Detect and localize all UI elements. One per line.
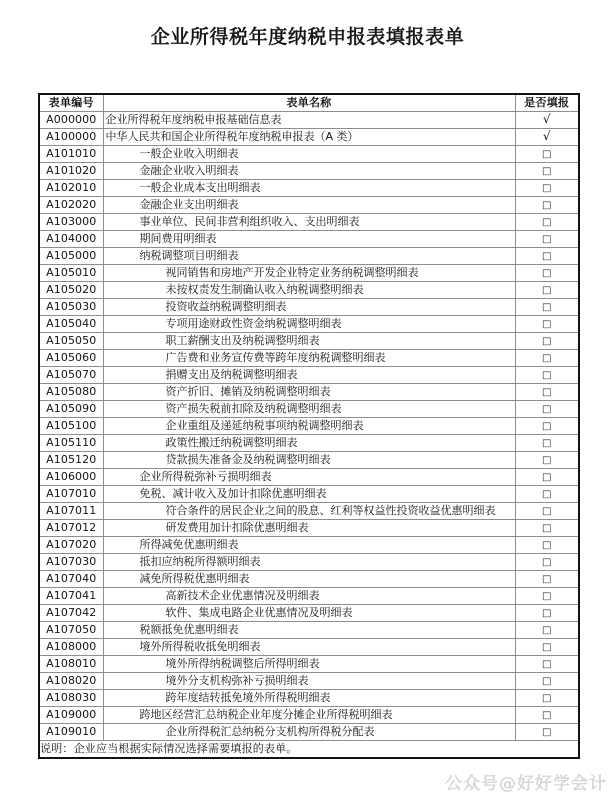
report-checkbox-cell[interactable]	[515, 129, 579, 146]
page-title: 企业所得税年度纳税申报表填报表单	[150, 26, 465, 48]
report-checkbox-cell[interactable]	[515, 384, 579, 401]
form-name-cell	[103, 707, 515, 724]
table-row[interactable]	[39, 265, 579, 282]
form-code: A105070	[39, 367, 103, 384]
report-checkbox-cell[interactable]	[515, 486, 579, 503]
watermark: 公众号@好好学会计	[445, 774, 607, 794]
form-code: A107011	[39, 503, 103, 520]
table-row[interactable]	[39, 146, 579, 163]
form-code: A105060	[39, 350, 103, 367]
report-checkbox-cell[interactable]	[515, 231, 579, 248]
table-header	[39, 94, 579, 112]
empty-checkbox-icon[interactable]: □	[542, 251, 552, 262]
table-row[interactable]	[39, 469, 579, 486]
empty-checkbox-icon[interactable]: □	[542, 285, 552, 296]
table-row[interactable]	[39, 690, 579, 707]
table-row[interactable]	[39, 197, 579, 214]
report-checkbox-cell[interactable]	[515, 197, 579, 214]
form-code: A105110	[39, 435, 103, 452]
report-checkbox-cell[interactable]	[515, 503, 579, 520]
empty-checkbox-icon[interactable]: □	[542, 523, 552, 534]
form-name-cell	[103, 384, 515, 401]
form-name-cell	[103, 282, 515, 299]
form-name: 未按权责发生制确认收入纳税调整明细表	[165, 283, 364, 296]
form-name: 企业所得税汇总纳税分支机构所得税分配表	[165, 725, 375, 738]
empty-checkbox-icon[interactable]: □	[542, 727, 552, 738]
form-code: A105010	[39, 265, 103, 282]
form-name-cell	[103, 248, 515, 265]
form-name: 贷款损失准备金及纳税调整明细表	[165, 453, 331, 466]
empty-checkbox-icon[interactable]: □	[542, 404, 552, 415]
form-name-cell	[103, 690, 515, 707]
table-row[interactable]	[39, 350, 579, 367]
form-name: 跨地区经营汇总纳税企业年度分摊企业所得税明细表	[139, 708, 393, 721]
form-name: 一般企业成本支出明细表	[139, 181, 261, 194]
form-name-cell	[103, 146, 515, 163]
form-name: 职工薪酬支出及纳税调整明细表	[165, 334, 320, 347]
form-code: A105080	[39, 384, 103, 401]
form-name: 资产损失税前扣除及纳税调整明细表	[165, 402, 342, 415]
form-code: A105050	[39, 333, 103, 350]
table-row[interactable]	[39, 129, 579, 146]
empty-checkbox-icon[interactable]: □	[542, 387, 552, 398]
form-code: A107020	[39, 537, 103, 554]
report-checkbox-cell[interactable]	[515, 588, 579, 605]
empty-checkbox-icon[interactable]: □	[542, 676, 552, 687]
form-code: A107012	[39, 520, 103, 537]
table-row[interactable]	[39, 333, 579, 350]
form-name-cell	[103, 571, 515, 588]
form-name-cell	[103, 622, 515, 639]
report-checkbox-cell[interactable]	[515, 639, 579, 656]
form-code: A102020	[39, 197, 103, 214]
form-name: 所得减免优惠明细表	[139, 538, 239, 551]
table-row[interactable]	[39, 486, 579, 503]
form-code: A105020	[39, 282, 103, 299]
report-checkbox-cell[interactable]	[515, 299, 579, 316]
form-code: A107041	[39, 588, 103, 605]
form-code: A000000	[39, 112, 103, 129]
check-icon[interactable]: √	[542, 129, 551, 143]
form-name-cell	[103, 724, 515, 741]
form-name: 投资收益纳税调整明细表	[165, 300, 287, 313]
form-code: A105030	[39, 299, 103, 316]
form-name-cell	[103, 452, 515, 469]
form-name-cell	[103, 503, 515, 520]
form-name-cell	[103, 469, 515, 486]
form-code: A106000	[39, 469, 103, 486]
report-checkbox-cell[interactable]	[515, 180, 579, 197]
table-row[interactable]	[39, 163, 579, 180]
form-code: A101020	[39, 163, 103, 180]
form-name: 事业单位、民间非营利组织收入、支出明细表	[139, 215, 360, 228]
form-name: 境外所得纳税调整后所得明细表	[165, 657, 320, 670]
form-name: 跨年度结转抵免境外所得税明细表	[165, 691, 331, 704]
report-checkbox-cell[interactable]	[515, 656, 579, 673]
form-name-cell	[103, 214, 515, 231]
empty-checkbox-icon[interactable]: □	[542, 489, 552, 500]
table-row[interactable]	[39, 112, 579, 129]
form-name-cell	[103, 656, 515, 673]
form-name-cell	[103, 605, 515, 622]
form-name-cell	[103, 673, 515, 690]
form-code: A103000	[39, 214, 103, 231]
form-name-cell	[103, 197, 515, 214]
table-row[interactable]	[39, 588, 579, 605]
form-name: 中华人民共和国企业所得税年度纳税申报表（A 类）	[105, 130, 359, 143]
report-checkbox-cell[interactable]	[515, 316, 579, 333]
form-name: 视同销售和房地产开发企业特定业务纳税调整明细表	[165, 266, 419, 279]
report-checkbox-cell[interactable]	[515, 605, 579, 622]
form-name: 企业重组及递延纳税事项纳税调整明细表	[165, 419, 364, 432]
table-row[interactable]	[39, 299, 579, 316]
form-code: A105040	[39, 316, 103, 333]
table-row[interactable]	[39, 622, 579, 639]
form-name-cell	[103, 112, 515, 129]
empty-checkbox-icon[interactable]: □	[542, 149, 552, 160]
report-checkbox-cell[interactable]	[515, 146, 579, 163]
form-name: 免税、减计收入及加计扣除优惠明细表	[139, 487, 327, 500]
report-checkbox-cell[interactable]	[515, 350, 579, 367]
form-name: 符合条件的居民企业之间的股息、红利等权益性投资收益优惠明细表	[165, 504, 496, 517]
form-name: 减免所得税优惠明细表	[139, 572, 250, 585]
form-name: 金融企业收入明细表	[139, 164, 239, 177]
form-code: A108020	[39, 673, 103, 690]
form-name-cell	[103, 333, 515, 350]
report-checkbox-cell[interactable]	[515, 707, 579, 724]
table-row[interactable]	[39, 707, 579, 724]
table-footer	[39, 741, 579, 759]
form-name-cell	[103, 588, 515, 605]
empty-checkbox-icon[interactable]: □	[542, 625, 552, 636]
table-row[interactable]	[39, 639, 579, 656]
table-row[interactable]	[39, 435, 579, 452]
report-checkbox-cell[interactable]	[515, 401, 579, 418]
form-name-cell	[103, 520, 515, 537]
report-checkbox-cell[interactable]	[515, 367, 579, 384]
report-checkbox-cell[interactable]	[515, 537, 579, 554]
form-code: A108000	[39, 639, 103, 656]
table-body	[39, 112, 579, 741]
empty-checkbox-icon[interactable]: □	[542, 370, 552, 381]
form-list-table	[38, 93, 580, 759]
table-row[interactable]	[39, 520, 579, 537]
form-code: A100000	[39, 129, 103, 146]
form-name-cell	[103, 639, 515, 656]
column-header-code: 表单编号	[39, 94, 103, 112]
report-checkbox-cell[interactable]	[515, 520, 579, 537]
form-name: 一般企业收入明细表	[139, 147, 239, 160]
form-name-cell	[103, 299, 515, 316]
report-checkbox-cell[interactable]	[515, 214, 579, 231]
table-row[interactable]	[39, 656, 579, 673]
form-name-cell	[103, 231, 515, 248]
report-checkbox-cell[interactable]	[515, 333, 579, 350]
form-name-cell	[103, 129, 515, 146]
empty-checkbox-icon[interactable]: □	[542, 591, 552, 602]
form-name: 税额抵免优惠明细表	[139, 623, 239, 636]
report-checkbox-cell[interactable]	[515, 435, 579, 452]
empty-checkbox-icon[interactable]: □	[542, 574, 552, 585]
form-name: 高新技术企业优惠情况及明细表	[165, 589, 320, 602]
form-code: A105120	[39, 452, 103, 469]
report-checkbox-cell[interactable]	[515, 622, 579, 639]
form-code: A109010	[39, 724, 103, 741]
form-code: A104000	[39, 231, 103, 248]
report-checkbox-cell[interactable]	[515, 690, 579, 707]
form-code: A101010	[39, 146, 103, 163]
empty-checkbox-icon[interactable]: □	[542, 455, 552, 466]
form-name-cell	[103, 537, 515, 554]
form-name: 捐赠支出及纳税调整明细表	[165, 368, 298, 381]
empty-checkbox-icon[interactable]: □	[542, 557, 552, 568]
table-row[interactable]	[39, 673, 579, 690]
report-checkbox-cell[interactable]	[515, 452, 579, 469]
table-row[interactable]	[39, 724, 579, 741]
table-row[interactable]	[39, 248, 579, 265]
report-checkbox-cell[interactable]	[515, 571, 579, 588]
form-name-cell	[103, 554, 515, 571]
report-checkbox-cell[interactable]	[515, 673, 579, 690]
empty-checkbox-icon[interactable]: □	[542, 472, 552, 483]
note-row	[39, 741, 579, 759]
form-name: 抵扣应纳税所得额明细表	[139, 555, 261, 568]
check-icon[interactable]: √	[542, 112, 551, 126]
report-checkbox-cell[interactable]	[515, 469, 579, 486]
empty-checkbox-icon[interactable]: □	[542, 217, 552, 228]
table-row[interactable]	[39, 537, 579, 554]
report-checkbox-cell[interactable]	[515, 282, 579, 299]
form-name: 资产折旧、摊销及纳税调整明细表	[165, 385, 331, 398]
form-name: 研发费用加计扣除优惠明细表	[165, 521, 309, 534]
table-row[interactable]	[39, 554, 579, 571]
form-name-cell	[103, 316, 515, 333]
form-name: 软件、集成电路企业优惠情况及明细表	[165, 606, 353, 619]
empty-checkbox-icon[interactable]: □	[542, 200, 552, 211]
table-row[interactable]	[39, 401, 579, 418]
table-row[interactable]	[39, 503, 579, 520]
table-row[interactable]	[39, 316, 579, 333]
table-row[interactable]	[39, 282, 579, 299]
empty-checkbox-icon[interactable]: □	[542, 608, 552, 619]
footer-note: 说明：企业应当根据实际情况选择需要填报的表单。	[39, 741, 579, 759]
table-row[interactable]	[39, 384, 579, 401]
empty-checkbox-icon[interactable]: □	[542, 438, 552, 449]
empty-checkbox-icon[interactable]: □	[542, 302, 552, 313]
report-checkbox-cell[interactable]	[515, 554, 579, 571]
form-code: A105090	[39, 401, 103, 418]
form-code: A107040	[39, 571, 103, 588]
report-checkbox-cell[interactable]	[515, 265, 579, 282]
form-code: A108010	[39, 656, 103, 673]
form-name: 境外所得税收抵免明细表	[139, 640, 261, 653]
form-name-cell	[103, 265, 515, 282]
form-name: 专项用途财政性资金纳税调整明细表	[165, 317, 342, 330]
form-name: 广告费和业务宣传费等跨年度纳税调整明细表	[165, 351, 386, 364]
table-row[interactable]	[39, 367, 579, 384]
form-code: A105100	[39, 418, 103, 435]
empty-checkbox-icon[interactable]: □	[542, 506, 552, 517]
form-code: A109000	[39, 707, 103, 724]
form-code: A107050	[39, 622, 103, 639]
form-name: 金融企业支出明细表	[139, 198, 239, 211]
empty-checkbox-icon[interactable]: □	[542, 421, 552, 432]
form-name-cell	[103, 486, 515, 503]
table-row[interactable]	[39, 605, 579, 622]
empty-checkbox-icon[interactable]: □	[542, 166, 552, 177]
table-row[interactable]	[39, 231, 579, 248]
empty-checkbox-icon[interactable]: □	[542, 693, 552, 704]
form-name: 境外分支机构弥补亏损明细表	[165, 674, 309, 687]
table-header-row	[39, 94, 579, 112]
form-name: 企业所得税年度纳税申报基础信息表	[105, 113, 282, 126]
form-name: 企业所得税弥补亏损明细表	[139, 470, 272, 483]
table-row[interactable]	[39, 571, 579, 588]
column-header-name: 表单名称	[103, 94, 515, 112]
empty-checkbox-icon[interactable]: □	[542, 234, 552, 245]
form-name-cell	[103, 367, 515, 384]
empty-checkbox-icon[interactable]: □	[542, 336, 552, 347]
empty-checkbox-icon[interactable]: □	[542, 540, 552, 551]
empty-checkbox-icon[interactable]: □	[542, 183, 552, 194]
empty-checkbox-icon[interactable]: □	[542, 642, 552, 653]
form-name-cell	[103, 163, 515, 180]
report-checkbox-cell[interactable]	[515, 163, 579, 180]
form-name: 政策性搬迁纳税调整明细表	[165, 436, 298, 449]
form-code: A102010	[39, 180, 103, 197]
empty-checkbox-icon[interactable]: □	[542, 710, 552, 721]
form-name-cell	[103, 180, 515, 197]
report-checkbox-cell[interactable]	[515, 418, 579, 435]
form-name-cell	[103, 401, 515, 418]
table-row[interactable]	[39, 418, 579, 435]
table-row[interactable]	[39, 180, 579, 197]
report-checkbox-cell[interactable]	[515, 112, 579, 129]
report-checkbox-cell[interactable]	[515, 724, 579, 741]
empty-checkbox-icon[interactable]: □	[542, 353, 552, 364]
form-name: 期间费用明细表	[139, 232, 217, 245]
form-name-cell	[103, 435, 515, 452]
empty-checkbox-icon[interactable]: □	[542, 659, 552, 670]
form-code: A107030	[39, 554, 103, 571]
form-table-container	[38, 93, 578, 759]
form-name-cell	[103, 418, 515, 435]
table-row[interactable]	[39, 214, 579, 231]
form-code: A107042	[39, 605, 103, 622]
report-checkbox-cell[interactable]	[515, 248, 579, 265]
form-name-cell	[103, 350, 515, 367]
empty-checkbox-icon[interactable]: □	[542, 319, 552, 330]
form-code: A108030	[39, 690, 103, 707]
table-row[interactable]	[39, 452, 579, 469]
form-code: A107010	[39, 486, 103, 503]
column-header-flag: 是否填报	[515, 94, 579, 112]
form-name: 纳税调整项目明细表	[139, 249, 239, 262]
empty-checkbox-icon[interactable]: □	[542, 268, 552, 279]
form-code: A105000	[39, 248, 103, 265]
